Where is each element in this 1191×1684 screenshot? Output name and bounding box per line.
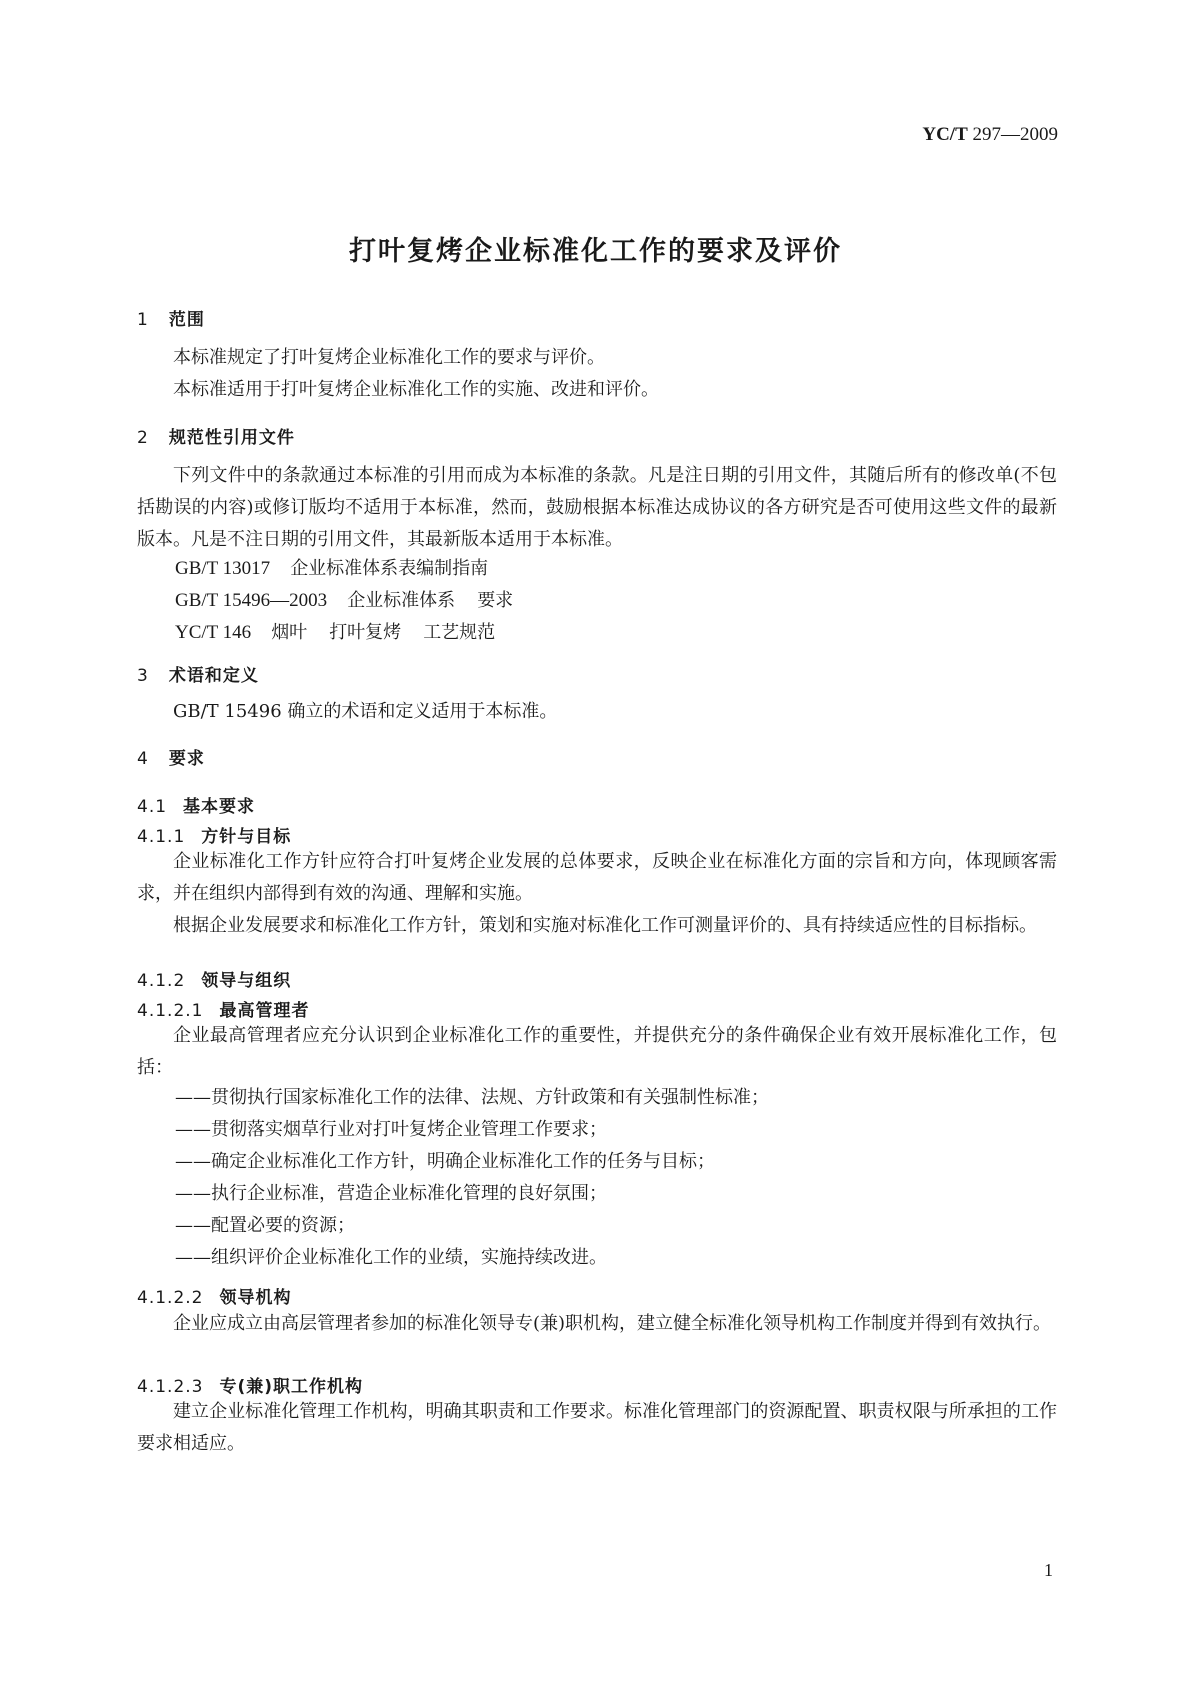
paragraph: 建立企业标准化管理工作机构，明确其职责和工作要求。标准化管理部门的资源配置、职责权限与所承担的工作要求相适应。 <box>137 1401 1057 1454</box>
list-item <box>175 1083 769 1109</box>
reference-code: YC/T 146 <box>175 622 252 643</box>
list-item <box>175 1211 355 1237</box>
paragraph: 根据企业发展要求和标准化工作方针，策划和实施对标准化工作可测量评价的、具有持续适应性的目标指标。 <box>173 915 1037 936</box>
reference-title-part: 要求 <box>477 590 514 611</box>
section-4-1-2-1-heading <box>137 996 309 1021</box>
section-2-heading <box>137 423 295 448</box>
section-4-1-1-heading <box>137 822 291 847</box>
section-title: 专(兼)职工作机构 <box>219 1377 364 1397</box>
section-number: 4 <box>137 749 149 769</box>
section-number: 3 <box>137 666 149 686</box>
reference-item <box>175 554 488 580</box>
section-4-1-heading <box>137 792 255 817</box>
section-number: 2 <box>137 428 149 448</box>
list-item-text: 贯彻执行国家标准化工作的法律、法规、方针政策和有关强制性标准； <box>211 1087 769 1108</box>
standard-code <box>922 124 1058 146</box>
list-dash: —— <box>175 1119 211 1140</box>
list-dash: —— <box>175 1247 211 1268</box>
reference-item <box>175 618 495 644</box>
reference-code: GB/T 15496—2003 <box>175 590 328 611</box>
list-dash: —— <box>175 1183 211 1204</box>
section-4-1-2-heading <box>137 966 291 991</box>
list-dash: —— <box>175 1151 211 1172</box>
section-3-heading <box>137 661 259 686</box>
list-item <box>175 1115 607 1141</box>
document-title: 打叶复烤企业标准化工作的要求及评价 <box>349 236 842 267</box>
list-item-text: 确定企业标准化工作方针，明确企业标准化工作的任务与目标； <box>211 1151 715 1172</box>
paragraph: 企业应成立由高层管理者参加的标准化领导专(兼)职机构，建立健全标准化领导机构工作制度并得到有效执行。 <box>173 1313 1052 1334</box>
section-number: 4.1.2.1 <box>137 1001 204 1021</box>
reference-title-part: 工艺规范 <box>423 622 496 643</box>
section-title: 最高管理者 <box>219 1001 310 1021</box>
section-title: 术语和定义 <box>168 666 259 686</box>
section-number: 4.1 <box>137 797 168 817</box>
list-item-text: 组织评价企业标准化工作的业绩，实施持续改进。 <box>211 1247 607 1268</box>
list-dash: —— <box>175 1215 211 1236</box>
reference-title-part: 企业标准体系表编制指南 <box>290 558 489 579</box>
section-4-heading <box>137 744 205 769</box>
reference-item <box>175 586 513 612</box>
paragraph: GB/T 15496 确立的术语和定义适用于本标准。 <box>173 701 558 722</box>
standard-code-prefix: YC/T <box>922 124 968 145</box>
paragraph: 本标准规定了打叶复烤企业标准化工作的要求与评价。 <box>173 347 605 368</box>
section-title: 方针与目标 <box>201 827 292 847</box>
list-item <box>175 1243 607 1269</box>
section-title: 范围 <box>168 310 205 330</box>
section-title: 规范性引用文件 <box>168 428 295 448</box>
list-dash: —— <box>175 1087 211 1108</box>
reference-title-part: 企业标准体系 <box>347 590 456 611</box>
list-item-text: 执行企业标准，营造企业标准化管理的良好氛围； <box>211 1183 607 1204</box>
standard-code-number: 297—2009 <box>972 124 1058 145</box>
paragraph: 企业最高管理者应充分认识到企业标准化工作的重要性，并提供充分的条件确保企业有效开展标准化工作，包括： <box>137 1025 1057 1078</box>
section-number: 1 <box>137 310 149 330</box>
reference-title-part: 打叶复烤 <box>329 622 402 643</box>
section-4-1-2-2-heading <box>137 1283 291 1308</box>
section-title: 基本要求 <box>183 797 256 817</box>
list-item-text: 贯彻落实烟草行业对打叶复烤企业管理工作要求； <box>211 1119 607 1140</box>
section-number: 4.1.2 <box>137 971 186 991</box>
section-number: 4.1.2.2 <box>137 1288 204 1308</box>
section-number: 4.1.2.3 <box>137 1377 204 1397</box>
list-item-text: 配置必要的资源； <box>211 1215 355 1236</box>
section-title: 领导与组织 <box>201 971 292 991</box>
list-item <box>175 1179 607 1205</box>
section-number: 4.1.1 <box>137 827 186 847</box>
list-item <box>175 1147 715 1173</box>
paragraph: 下列文件中的条款通过本标准的引用而成为本标准的条款。凡是注日期的引用文件，其随后所有的修改单(不包括勘误的内容)或修订版均不适用于本标准，然而，鼓励根据本标准达成协议的各方研究是否可使用这些文件的最新版本。凡是不注日期的引用文件，其最新版本适用于本标准。 <box>137 465 1057 550</box>
section-title: 领导机构 <box>219 1288 292 1308</box>
page-number: 1 <box>1044 1560 1053 1580</box>
section-1-heading <box>137 305 205 330</box>
section-4-1-2-3-heading <box>137 1372 363 1397</box>
paragraph: 企业标准化工作方针应符合打叶复烤企业发展的总体要求，反映企业在标准化方面的宗旨和方向，体现顾客需求，并在组织内部得到有效的沟通、理解和实施。 <box>137 851 1057 904</box>
paragraph: 本标准适用于打叶复烤企业标准化工作的实施、改进和评价。 <box>173 379 659 400</box>
reference-title-part: 烟叶 <box>271 622 308 643</box>
section-title: 要求 <box>168 749 205 769</box>
reference-code: GB/T 13017 <box>175 558 271 579</box>
